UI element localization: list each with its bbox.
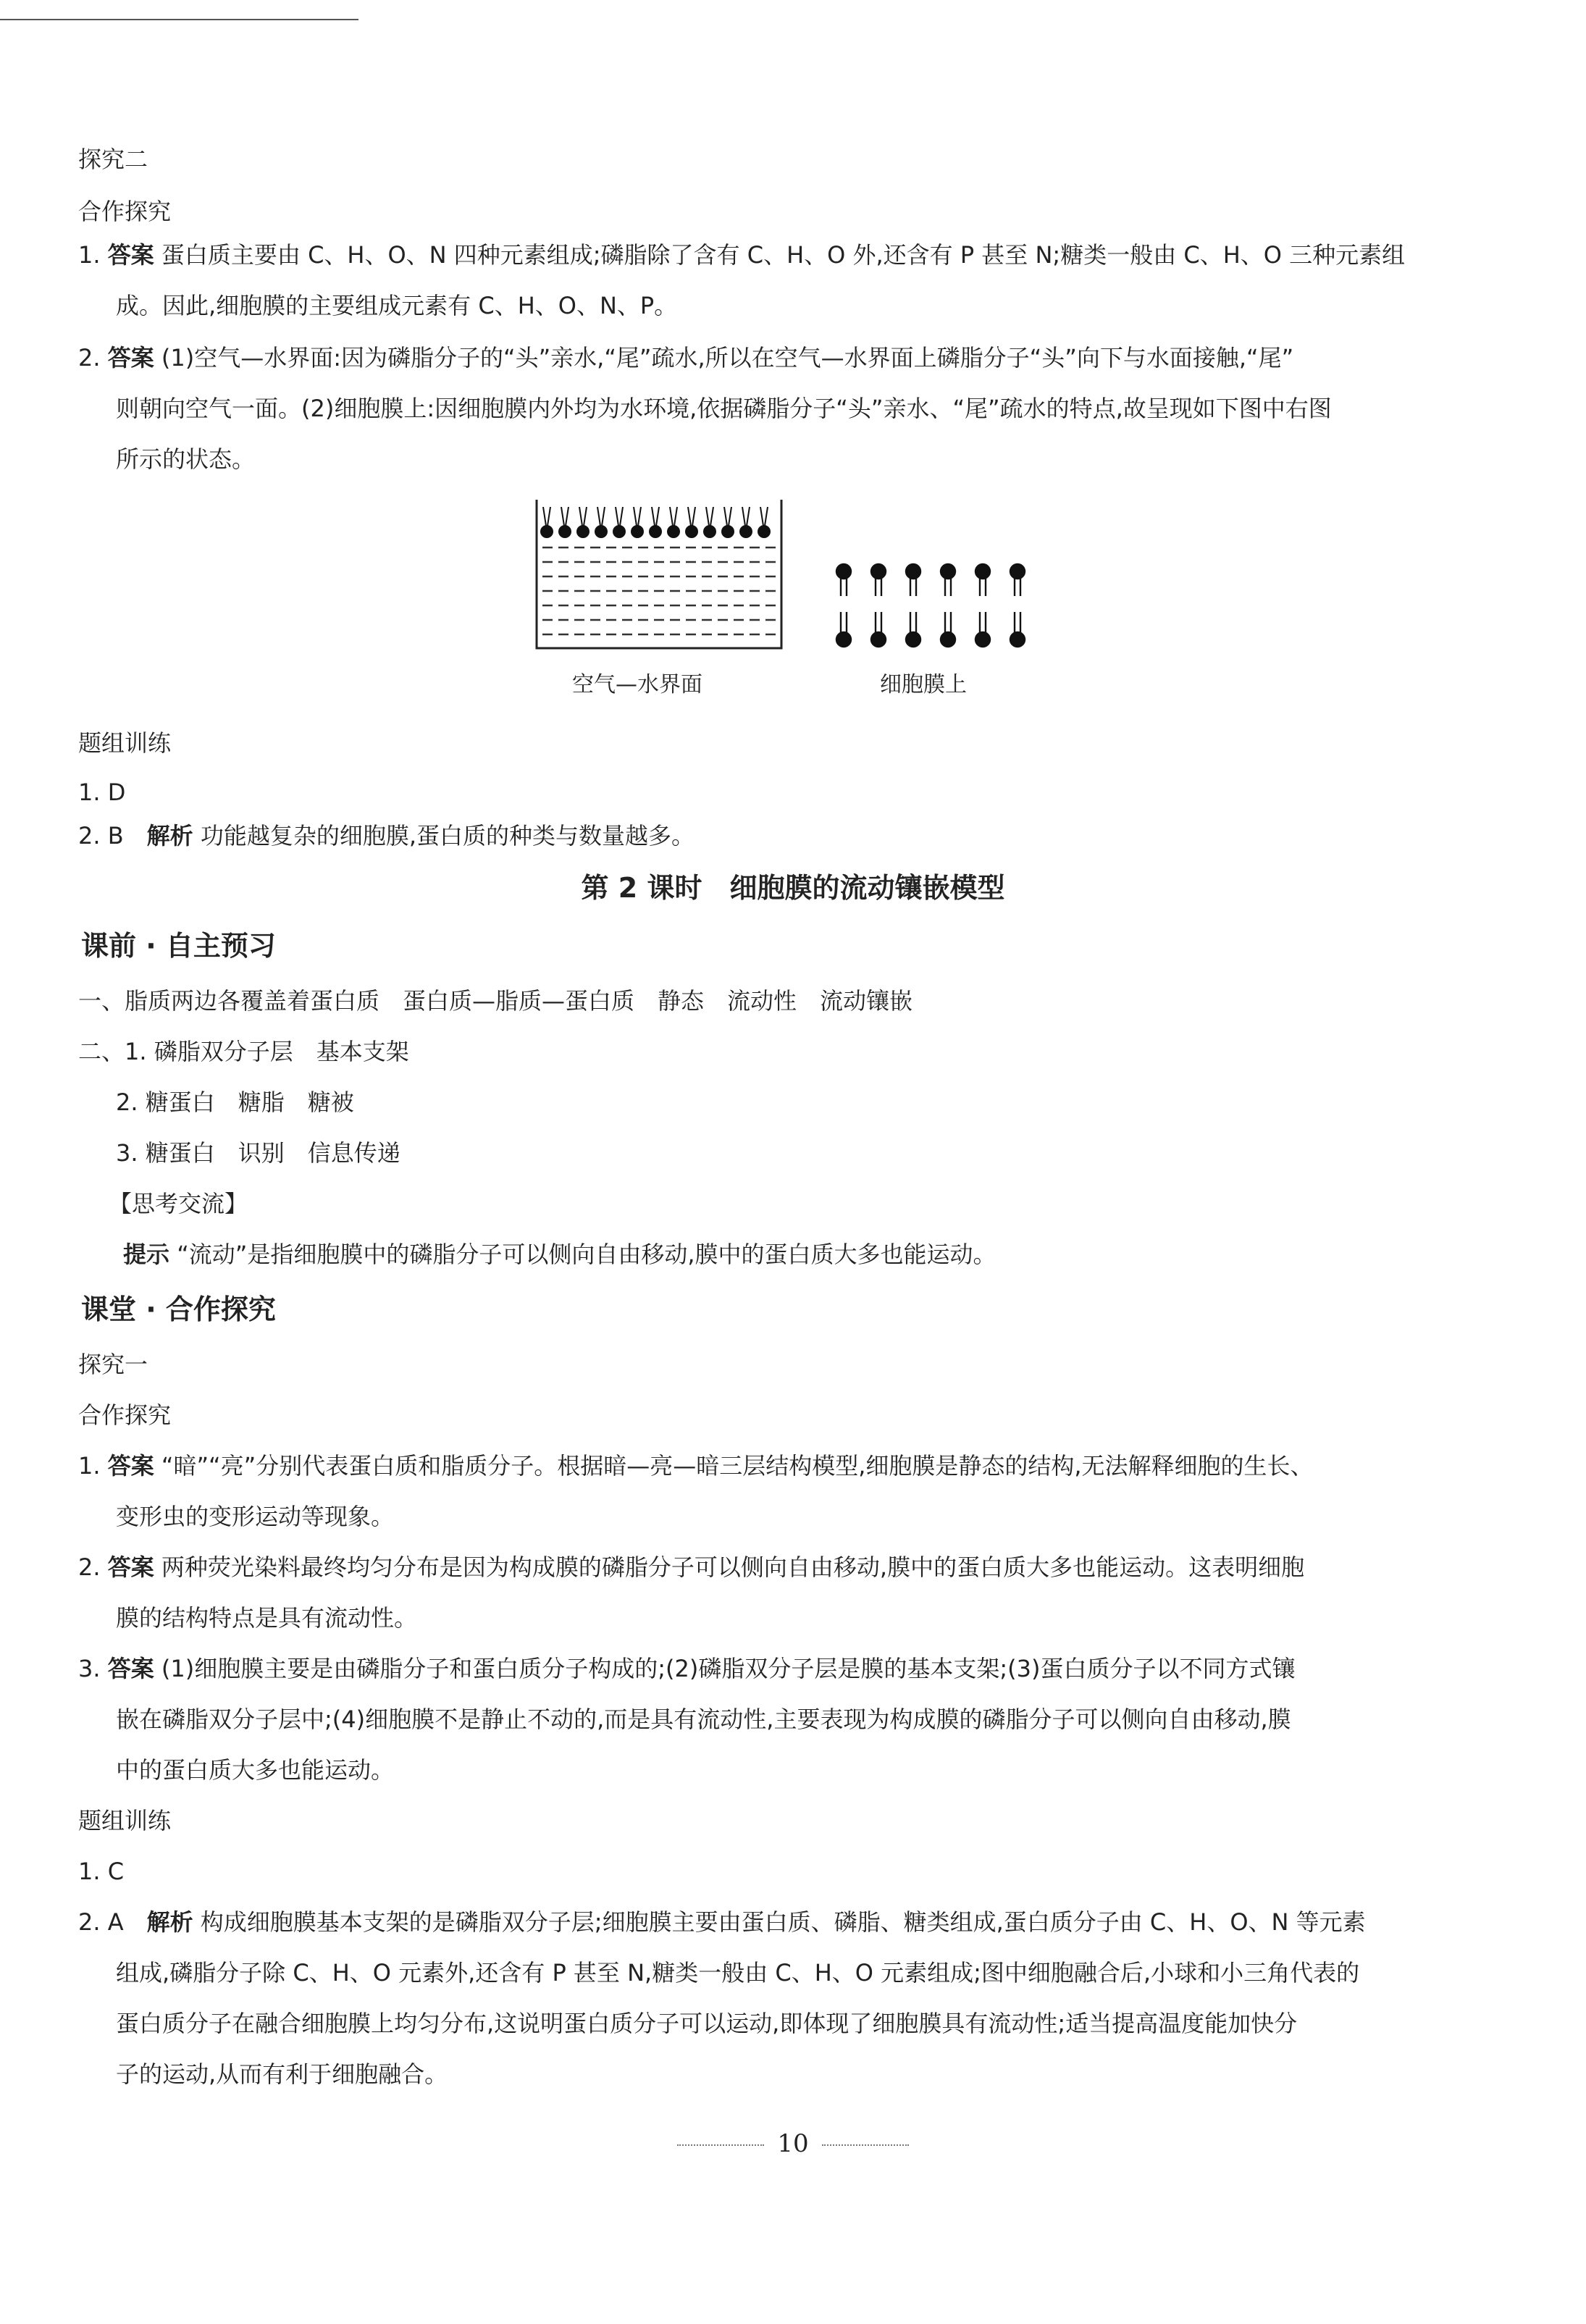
class-drill-title: 题组训练	[78, 1807, 172, 1834]
class-drill-answer-2-line-4: 子的运动,从而有利于细胞融合。	[116, 2060, 448, 2088]
answer-1-line-2: 成。因此,细胞膜的主要组成元素有 C、H、O、N、P。	[116, 292, 678, 319]
class-drill-answer-1: 1. C	[78, 1858, 125, 1885]
answer-tag: 答案	[107, 1452, 154, 1480]
preview-heading: 课前 · 自主预习	[81, 930, 276, 962]
drill-title: 题组训练	[78, 729, 172, 757]
answer-tag: 答案	[107, 1655, 154, 1682]
preview-line-1: 一、脂质两边各覆盖着蛋白质 蛋白质—脂质—蛋白质 静态 流动性 流动镶嵌	[78, 987, 913, 1015]
class-drill-answer-2-line-1: 2. A 解析 构成细胞膜基本支架的是磷脂双分子层;细胞膜主要由蛋白质、磷脂、糖类组成,蛋白质分子由 C、H、O、N 等元素	[78, 1908, 1366, 1936]
class-drill-answer-2-line-3: 蛋白质分子在融合细胞膜上均匀分布,这说明蛋白质分子可以运动,即体现了细胞膜具有流动性;适当提高温度能加快分	[116, 2010, 1298, 2037]
analysis-tag: 解析	[146, 1908, 193, 1936]
class-answer-3-line-2: 嵌在磷脂双分子层中;(4)细胞膜不是静止不动的,而是具有流动性,主要表现为构成膜的磷脂分子可以侧向自由移动,膜	[116, 1706, 1291, 1733]
preview-line-4: 3. 糖蛋白 识别 信息传递	[116, 1139, 400, 1167]
top-rule	[0, 19, 358, 20]
answer-2-line-3: 所示的状态。	[116, 445, 256, 473]
cell-membrane-bilayer-diagram	[826, 561, 1043, 659]
class-answer-1-line-1: 1. 答案 “暗”“亮”分别代表蛋白质和脂质分子。根据暗—亮—暗三层结构模型,细胞膜是静态的结构,无法解释细胞的生长、	[78, 1452, 1314, 1480]
analysis-tag: 解析	[146, 822, 193, 850]
air-water-interface-diagram	[532, 500, 786, 655]
answer-2-line-2: 则朝向空气一面。(2)细胞膜上:因细胞膜内外均为水环境,依据磷脂分子“头”亲水、“尾”疏水的特点,故呈现如下图中右图	[116, 395, 1332, 422]
answer-tag: 答案	[107, 1553, 154, 1581]
class-answer-2-line-1: 2. 答案 两种荧光染料最终均匀分布是因为构成膜的磷脂分子可以侧向自由移动,膜中的蛋白质大多也能运动。这表明细胞	[78, 1553, 1305, 1581]
drill-answer-2: 2. B 解析 功能越复杂的细胞膜,蛋白质的种类与数量越多。	[78, 822, 695, 850]
explore-one-title: 探究一	[78, 1351, 148, 1378]
hint-tag: 提示	[123, 1241, 170, 1268]
answer-tag: 答案	[107, 344, 154, 372]
answer-1-line-1: 1. 答案 蛋白质主要由 C、H、O、N 四种元素组成;磷脂除了含有 C、H、O 外,还含有 P 甚至 N;糖类一般由 C、H、O 三种元素组	[78, 241, 1406, 269]
class-answer-3-line-3: 中的蛋白质大多也能运动。	[116, 1756, 395, 1784]
class-heading: 课堂 · 合作探究	[81, 1293, 276, 1325]
class-answer-2-line-2: 膜的结构特点是具有流动性。	[116, 1604, 418, 1632]
drill-answer-1: 1. D	[78, 779, 126, 806]
lesson-title: 第 2 课时 细胞膜的流动镶嵌模型	[581, 872, 1005, 904]
answer-2-line-1: 2. 答案 (1)空气—水界面:因为磷脂分子的“头”亲水,“尾”疏水,所以在空气—水界面上磷脂分子“头”向下与水面接触,“尾”	[78, 344, 1294, 372]
class-drill-answer-2-line-2: 组成,磷脂分子除 C、H、O 元素外,还含有 P 甚至 N,糖类一般由 C、H、O 元素组成;图中细胞融合后,小球和小三角代表的	[116, 1959, 1360, 1987]
think-exchange-label: 【思考交流】	[109, 1190, 248, 1217]
coop-explore-title: 合作探究	[78, 198, 172, 225]
figure-left-caption: 空气—水界面	[572, 672, 702, 697]
explore-two-title: 探究二	[78, 146, 148, 173]
class-answer-3-line-1: 3. 答案 (1)细胞膜主要是由磷脂分子和蛋白质分子构成的;(2)磷脂双分子层是膜的基本支架;(3)蛋白质分子以不同方式镶	[78, 1655, 1296, 1682]
figure-right-caption: 细胞膜上	[880, 672, 967, 697]
hint-line: 提示 “流动”是指细胞膜中的磷脂分子可以侧向自由移动,膜中的蛋白质大多也能运动。	[123, 1241, 997, 1268]
class-answer-1-line-2: 变形虫的变形运动等现象。	[116, 1503, 395, 1530]
preview-line-2: 二、1. 磷脂双分子层 基本支架	[78, 1038, 409, 1065]
page-footer	[0, 2129, 1586, 2158]
page-number: 10	[777, 2129, 809, 2158]
class-coop-title: 合作探究	[78, 1401, 172, 1429]
answer-tag: 答案	[107, 241, 154, 269]
preview-line-3: 2. 糖蛋白 糖脂 糖被	[116, 1088, 354, 1116]
